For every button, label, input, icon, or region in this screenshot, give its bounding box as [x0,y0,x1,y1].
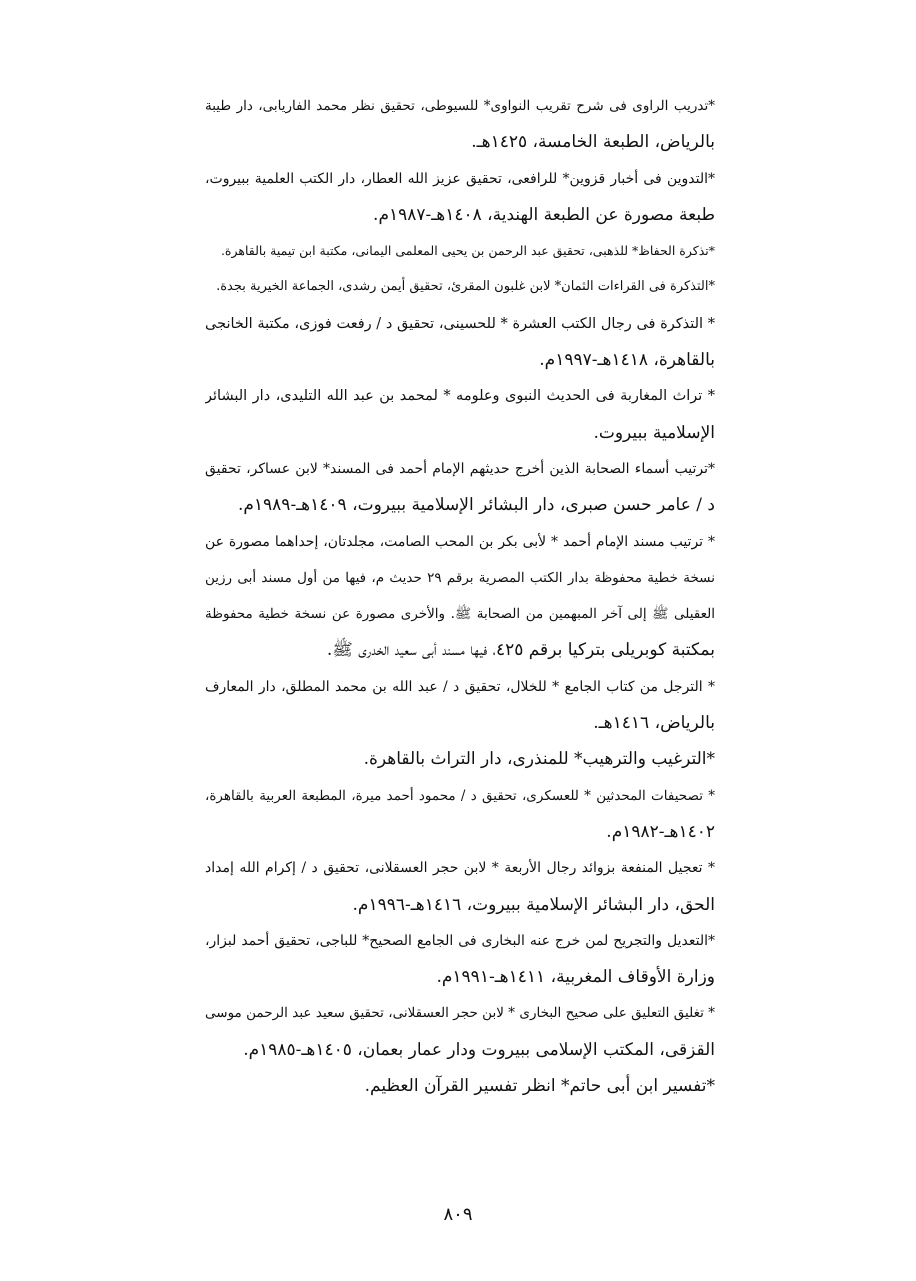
bibliography-entry [205,524,715,669]
entry-line: الإسلامية ببيروت. [593,422,715,443]
entry-line: * تراث المغاربة فى الحديث النبوى وعلومه * لمحمد بن عبد الله التليدى، دار البشائر [205,388,715,405]
bibliography-entry [205,306,715,379]
entry-line: *الترغيب والترهيب* للمنذرى، دار التراث بالقاهرة. [363,749,715,770]
bibliography-entry [205,995,715,1068]
entry-line: * ترتيب مسند الإمام أحمد * لأبى بكر بن المحب الصامت، مجلدتان، إحداهما مصورة عن [205,533,715,550]
bibliography-entry [205,923,715,996]
bibliography-entry [205,378,715,451]
entry-line: *التدوين فى أخبار قزوين* للرافعى، تحقيق عزيز الله العطار، دار الكتب العلمية ببيروت، [205,170,715,187]
bibliography-entry [205,451,715,524]
entry-line: طبعة مصورة عن الطبعة الهندية، ١٤٠٨هـ-١٩٨٧م. [373,204,715,225]
entry-line: د / عامر حسن صبرى، دار البشائر الإسلامية ببيروت، ١٤٠٩هـ-١٩٨٩م. [237,495,715,516]
entry-line: بالرياض، الطبعة الخامسة، ١٤٢٥هـ. [471,132,715,153]
entry-line: * تغليق التعليق على صحيح البخارى * لابن حجر العسقلانى، تحقيق سعيد عبد الرحمن موسى [205,1005,715,1022]
bibliography-entry [205,233,715,269]
entry-line: بمكتبة كوبريلى بتركيا برقم ٤٢٥، فيها مسند أبى سعيد الخدرى ﷺ. [326,640,715,661]
entry-line: نسخة خطية محفوظة بدار الكتب المصرية برقم ٢٩ حديث م، فيها من أول مسند أبى رزين [205,569,715,586]
entry-line: *ترتيب أسماء الصحابة الذين أخرج حديثهم الإمام أحمد فى المسند* لابن عساكر، تحقيق [205,460,715,477]
entry-line: *تذكرة الحفاظ* للذهبى، تحقيق عبد الرحمن بن يحيى المعلمى اليمانى، مكتبة ابن تيمية بالقاهرة. [220,243,715,259]
entry-line: * التذكرة فى رجال الكتب العشرة * للحسينى، تحقيق د / رفعت فوزى، مكتبة الخانجى [205,315,715,332]
entry-line: بالرياض، ١٤١٦هـ. [593,713,715,734]
bibliography-entry [205,161,715,234]
entry-line: *التعديل والتجريح لمن خرج عنه البخارى فى الجامع الصحيح* للباجى، تحقيق أحمد لبزار، [205,932,715,949]
entry-line: العقيلى ﷺ إلى آخر المبهمين من الصحابة ﷺ. والأخرى مصورة عن نسخة خطية محفوظة [205,606,715,623]
bibliography-entry [205,850,715,923]
bibliography-entry [205,269,715,305]
bibliography-list [205,88,715,1104]
entry-line: وزارة الأوقاف المغربية، ١٤١١هـ-١٩٩١م. [436,967,715,988]
entry-line: * تصحيفات المحدثين * للعسكرى، تحقيق د / محمود أحمد ميرة، المطبعة العربية بالقاهرة، [205,787,715,804]
page-number: ٨٠٩ [443,1204,473,1225]
entry-line: الحق، دار البشائر الإسلامية ببيروت، ١٤١٦هـ-١٩٩٦م. [352,894,715,915]
bibliography-entry [205,778,715,851]
bibliography-entry [205,1068,715,1104]
entry-line: *التذكرة فى القراءات الثمان* لابن غلبون المقرئ، تحقيق أيمن رشدى، الجماعة الخيرية بجدة. [216,279,715,295]
entry-line: ١٤٠٢هـ-١٩٨٢م. [606,821,715,842]
entry-line: القزقى، المكتب الإسلامى ببيروت ودار عمار بعمان، ١٤٠٥هـ-١٩٨٥م. [243,1039,715,1060]
entry-line: * الترجل من كتاب الجامع * للخلال، تحقيق د / عبد الله بن محمد المطلق، دار المعارف [205,678,715,695]
entry-line: *تفسير ابن أبى حاتم* انظر تفسير القرآن العظيم. [364,1076,715,1097]
bibliography-entry [205,88,715,161]
entry-line: بالقاهرة، ١٤١٨هـ-١٩٩٧م. [539,350,715,371]
bibliography-entry [205,741,715,777]
bibliography-entry [205,669,715,742]
entry-line: *تدريب الراوى فى شرح تقريب النواوى* للسيوطى، تحقيق نظر محمد الفاريابى، دار طيبة [205,98,715,114]
entry-line: * تعجيل المنفعة بزوائد رجال الأربعة * لابن حجر العسقلانى، تحقيق د / إكرام الله إمداد [205,860,715,877]
